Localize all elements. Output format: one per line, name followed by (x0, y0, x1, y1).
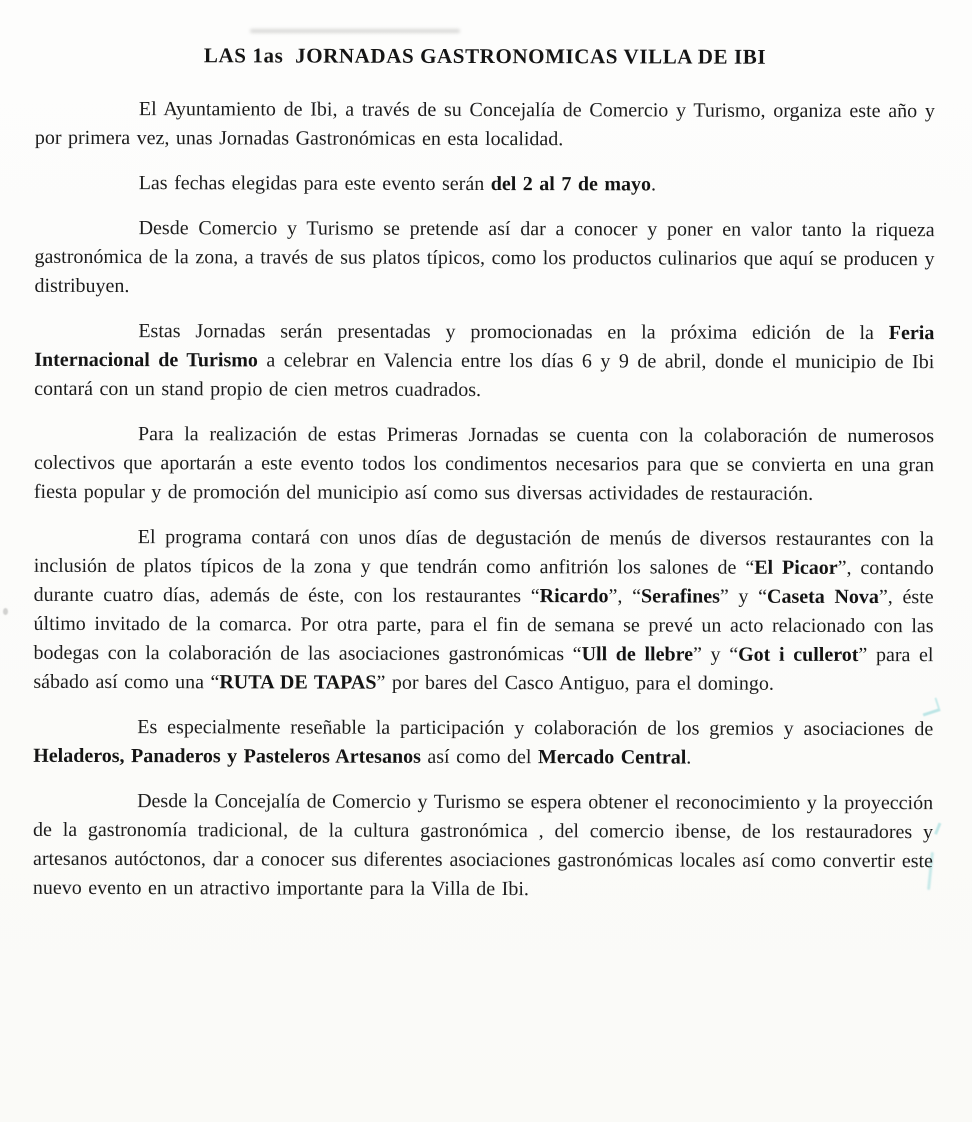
paragraph-8 (33, 787, 933, 905)
document-title: LAS 1as JORNADAS GASTRONOMICAS VILLA DE IBI (203, 43, 767, 69)
text-segment: ”, éste último invitado de la comarca. Por otra parte, para el fin de semana se prevé un acto relacionado con las bodegas con la colaboración de las asociaciones gastronómicas “ (33, 586, 934, 666)
paragraph-6 (33, 523, 933, 699)
text-segment: Las fechas elegidas para este evento serán (138, 172, 491, 196)
text-segment: ”, “ (608, 585, 642, 608)
bold-text-segment: Ricardo (539, 585, 609, 608)
bold-text-segment: del 2 al 7 de mayo (490, 173, 652, 196)
text-segment: ”, contando durante cuatro días, además de éste, con los restaurantes “ (33, 556, 934, 608)
text-segment: Para la realización de estas Primeras Jornadas se cuenta con la colaboración de numerosos colectivos que aportarán a este evento todos los condimentos necesarios para que se convierta en una gran fiesta popular y de promoción del municipio así como sus diversas actividades de restauración. (33, 423, 935, 505)
text-segment: así como del (420, 745, 538, 769)
text-segment: . (686, 746, 692, 769)
text-segment: Estas Jornadas serán presentadas y promocionadas en la próxima edición de la (138, 320, 889, 345)
bold-text-segment: Heladeros, Panaderos y Pasteleros Artesanos (33, 744, 421, 768)
text-segment: ” y “ (719, 585, 768, 608)
bold-text-segment: Caseta Nova (767, 585, 879, 609)
text-segment: ” y “ (692, 643, 739, 666)
text-segment: ” por bares del Casco Antiguo, para el domingo. (376, 671, 774, 695)
text-segment: Es especialmente reseñable la participación y colaboración de los gremios y asociaciones de (137, 716, 934, 741)
bold-text-segment: Mercado Central (537, 746, 687, 769)
text-segment: a celebrar en Valencia entre los días 6 y 9 de abril, donde el municipio de Ibi contará con un stand propio de cien metros cuadrados. (34, 349, 935, 401)
paragraph-1 (35, 95, 935, 155)
text-segment: . (650, 173, 657, 196)
text-segment: Desde Comercio y Turismo se pretende así dar a conocer y poner en valor tanto la riqueza gastronómica de la zona, a través de sus platos típicos, como los productos culinarios que aquí se producen y distribuyen. (34, 217, 935, 298)
paragraph-3 (34, 214, 934, 303)
text-segment: Desde la Concejalía de Comercio y Turismo se espera obtener el reconocimiento y la proyección de la gastronomía tradicional, de la cultura gastronómica , del comercio ibense, de los restauradores y artesanos autóctonos, dar a conocer sus diferentes asociaciones gastronómicas locales así como convertir este nuevo evento en un atractivo importante para la Villa de Ibi. (32, 790, 934, 901)
bold-text-segment: Got i cullerot (738, 643, 859, 666)
text-segment: ” para el sábado así como una “ (33, 643, 934, 694)
paragraph-7 (33, 713, 933, 773)
bold-text-segment: Ull de llebre (581, 643, 694, 666)
bold-text-segment: El Picaor (754, 556, 838, 579)
paragraph-2 (35, 169, 935, 200)
bold-text-segment: RUTA DE TAPAS (219, 671, 377, 694)
text-segment: El programa contará con unos días de degustación de menús de diversos restaurantes con la inclusión de platos típicos de la zona y que tendrán como anfitrión los salones de “ (33, 526, 934, 579)
paragraph-5 (34, 420, 934, 509)
bold-text-segment: Feria Internacional de Turismo (34, 322, 935, 372)
text-segment: El Ayuntamiento de Ibi, a través de su Concejalía de Comercio y Turismo, organiza este año y por primera vez, unas Jornadas Gastronómicas en esta localidad. (34, 98, 935, 151)
paragraph-4 (34, 317, 934, 406)
bold-text-segment: Serafines (640, 585, 720, 608)
